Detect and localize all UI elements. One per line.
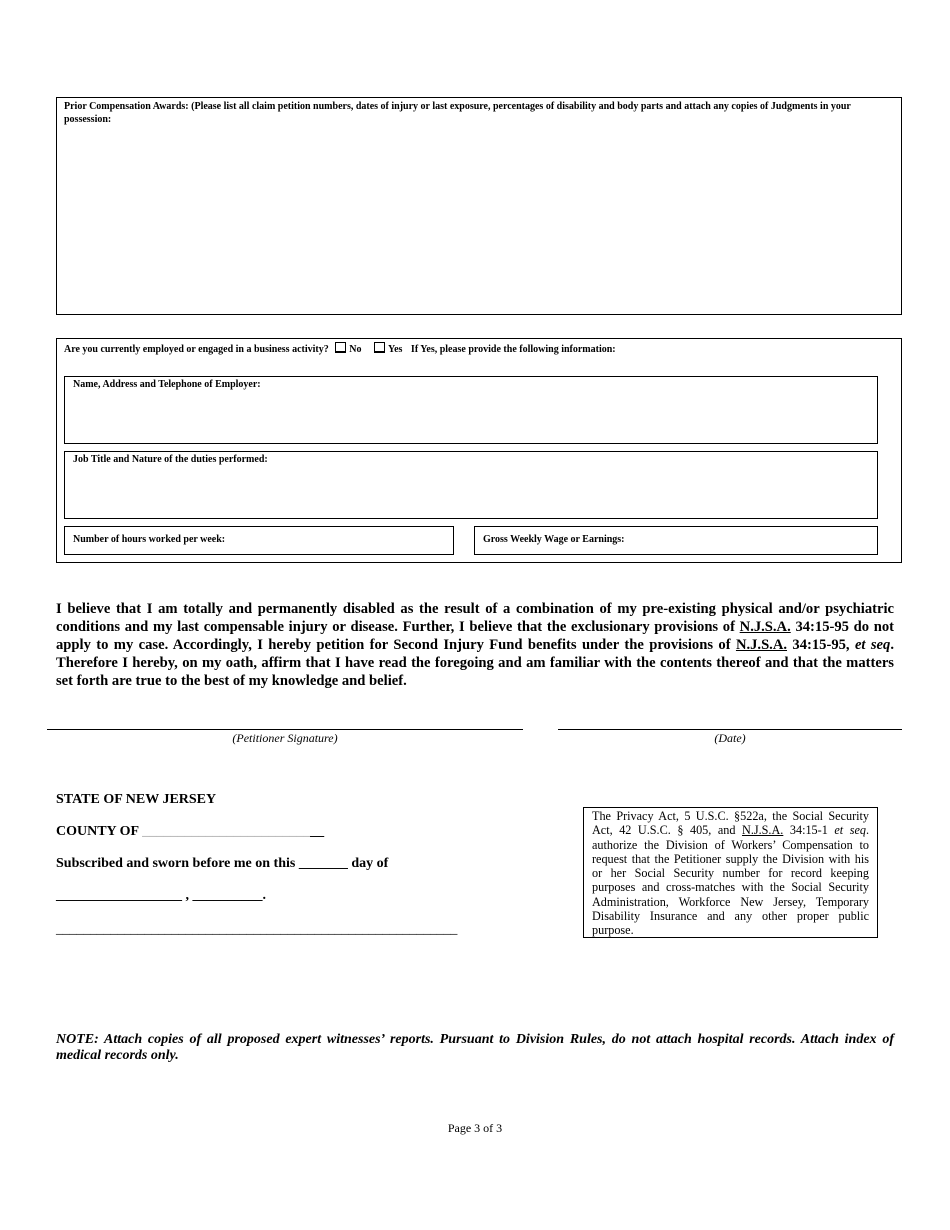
county-blank[interactable]: ________________________ — [142, 824, 311, 839]
statement-part2: 34:15-95 do not apply to my case. Accordingly, I hereby petition for Second Injury Fund benefits under the provisions of — [56, 619, 895, 653]
job-label: Job Title and Nature of the duties performed: — [73, 454, 268, 465]
wage-field[interactable] — [474, 526, 878, 555]
no-label: No — [349, 344, 362, 355]
petitioner-signature-line[interactable] — [47, 729, 523, 730]
subscribed-sworn: Subscribed and sworn before me on this _______ day of — [56, 856, 389, 871]
employment-question-row — [64, 342, 616, 356]
statement-etseq: et seq — [854, 637, 891, 653]
wage-label: Gross Weekly Wage or Earnings: — [483, 534, 625, 545]
notary-date-line[interactable]: __________________ , __________. — [56, 888, 266, 903]
statement-njsa-1: N.J.S.A. — [739, 619, 791, 635]
statement-part1: I believe that I am totally and permanently disabled as the result of a combination of my pre-existing physical and/or psychiatric conditions and my last compensable injury or disease. Further, I believe that the exclusionary provisions of — [56, 601, 894, 635]
statement-njsa-2: N.J.S.A. — [735, 637, 788, 653]
job-field[interactable] — [64, 451, 878, 519]
yes-checkbox[interactable] — [374, 342, 385, 353]
page-number: Page 3 of 3 — [447, 1121, 503, 1135]
hours-label: Number of hours worked per week: — [73, 534, 226, 545]
no-checkbox[interactable] — [335, 342, 346, 353]
yes-label: Yes — [387, 344, 403, 355]
notary-signature-line[interactable]: ___________________________________________________________ — [56, 922, 458, 937]
privacy-njsa: N.J.S.A. — [742, 823, 784, 838]
privacy-text-3: . authorize the Division of Workers’ Compensation to request that the Petitioner supply the Division with his or her Social Security number for record keeping purposes and cross-matches with the Social Security Administration, Workforce New Jersey, Temporary Disability Insurance and any other proper public purpose. — [592, 823, 869, 938]
hours-field[interactable] — [64, 526, 454, 555]
state-label: STATE OF NEW JERSEY — [56, 792, 217, 807]
privacy-etseq: et seq — [834, 823, 866, 838]
privacy-text-2: 34:15-1 — [783, 823, 835, 838]
if-yes-instruction: If Yes, please provide the following information: — [410, 344, 616, 355]
attachment-note: NOTE: Attach copies of all proposed expert witnesses’ reports. Pursuant to Division Rules, do not attach hospital records. Attach index of medical records only. — [56, 1032, 894, 1063]
county-row — [56, 824, 324, 840]
employer-label: Name, Address and Telephone of Employer: — [73, 379, 261, 390]
petitioner-signature-caption: (Petitioner Signature) — [232, 731, 338, 745]
employer-field[interactable] — [64, 376, 878, 444]
privacy-text-1: The Privacy Act, 5 U.S.C. §522a, the Social Security Act, 42 U.S.C. § 405, and — [592, 809, 869, 838]
employment-question: Are you currently employed or engaged in a business activity? — [64, 344, 329, 355]
petition-statement — [56, 600, 894, 690]
county-label: COUNTY OF — [56, 824, 139, 839]
date-line[interactable] — [558, 729, 902, 730]
prior-awards-label: Prior Compensation Awards: (Please list all claim petition numbers, dates of injury or last exposure, percentages of disability and body parts and attach any copies of Judgments in your possession: — [64, 101, 851, 125]
statement-part4: . Therefore I hereby, on my oath, affirm that I have read the foregoing and am familiar with the contents thereof and that the matters set forth are true to the best of my knowledge and belief. — [56, 637, 894, 689]
prior-awards-box[interactable] — [56, 97, 902, 315]
date-caption: (Date) — [714, 731, 746, 745]
county-blank-tail: __ — [310, 824, 325, 839]
privacy-act-notice — [583, 807, 878, 938]
statement-part3: 34:15-95, — [787, 637, 855, 653]
